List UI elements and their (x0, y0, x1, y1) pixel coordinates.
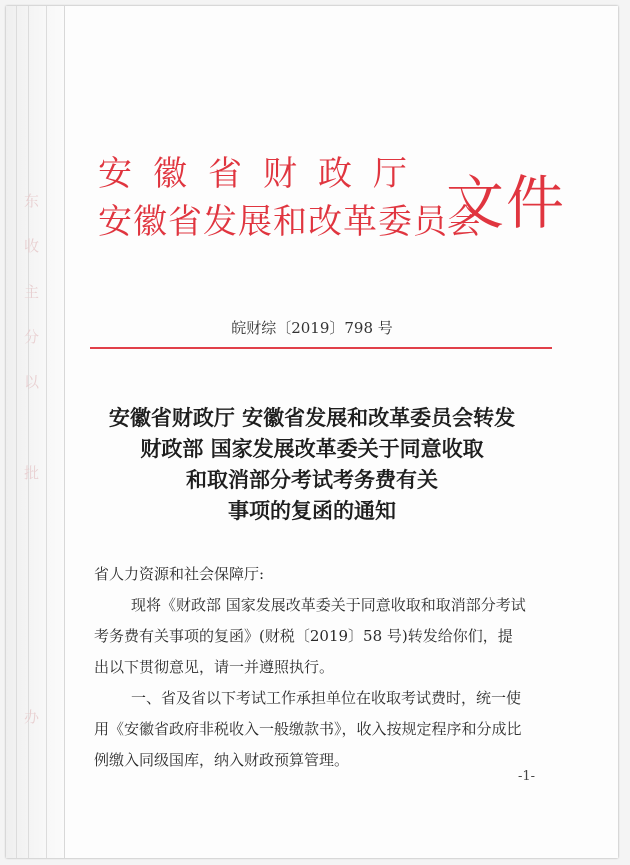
salutation: 省人力资源和社会保障厅: (94, 565, 265, 583)
document-title-line: 和取消部分考试考务费有关 (186, 468, 438, 492)
strip-line (16, 6, 17, 858)
strip-line (46, 6, 47, 858)
document-title-line: 事项的复函的通知 (228, 499, 396, 523)
body-line: 出以下贯彻意见，请一并遵照执行。 (94, 658, 335, 676)
paper-sheet (6, 6, 618, 858)
issuer-finance-dept: 安徽省财政厅 (98, 154, 428, 194)
issuer-development-commission: 安徽省发展和改革委员会 (98, 202, 483, 242)
document-number: 皖财综〔2019〕798 号 (231, 319, 393, 337)
bleed-through-char: 批 (24, 464, 40, 482)
bleed-through-char: 分 (24, 328, 40, 346)
binding-strip (6, 6, 65, 858)
document-title-line: 财政部 国家发展改革委关于同意收取 (140, 437, 484, 461)
body-line: 现将《财政部 国家发展改革委关于同意收取和取消部分考试 (131, 596, 526, 614)
body-line: 考务费有关事项的复函》(财税〔2019〕58 号)转发给你们，提 (94, 627, 513, 645)
strip-line (28, 6, 29, 858)
bleed-through-char: 东 (24, 192, 40, 210)
bleed-through-char: 收 (24, 237, 40, 255)
document-title-line: 安徽省财政厅 安徽省发展和改革委员会转发 (108, 406, 516, 430)
body-line: 一、省及省以下考试工作承担单位在收取考试费时，统一使 (131, 689, 522, 707)
document-label: 文件 (446, 169, 567, 237)
bleed-through-char: 主 (24, 283, 40, 301)
body-line: 例缴入同级国库，纳入财政预算管理。 (94, 751, 350, 769)
bleed-through-char: 办 (24, 708, 40, 726)
bleed-through-char: 以 (24, 373, 40, 391)
red-divider (90, 347, 552, 349)
page-number: -1- (518, 769, 536, 784)
body-line: 用《安徽省政府非税收入一般缴款书》，收入按规定程序和分成比 (94, 720, 522, 738)
